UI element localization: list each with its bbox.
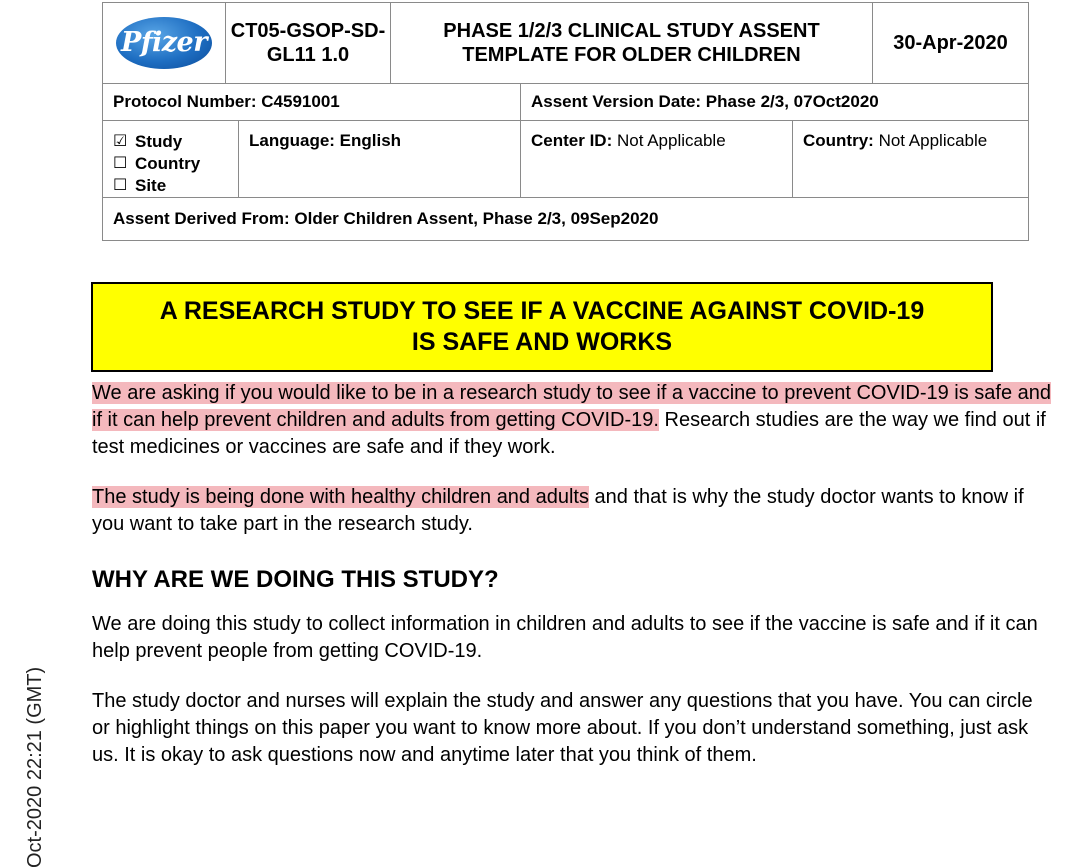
country-field: Country: Not Applicable: [793, 121, 1029, 198]
document-header-table: [102, 2, 1028, 241]
checked-box-icon: ☑: [113, 133, 128, 150]
highlighted-text: We are asking if you would like to be in a research study to see if a vaccine to prevent COVID-19 is safe and if it can help prevent children and adults from getting COVID-19.: [92, 382, 1052, 431]
document-code: CT05-GSOP-SD-GL11 1.0: [226, 3, 391, 84]
level-option-study: ☑ Study: [113, 132, 183, 151]
center-id-field: Center ID: Not Applicable: [521, 121, 793, 198]
pfizer-logo: Pfizer: [116, 17, 212, 69]
study-title-banner: [91, 282, 993, 372]
purpose-paragraph: We are doing this study to collect information in children and adults to see if the vaccine is safe and if it can help prevent people from getting COVID-19.: [92, 613, 1038, 662]
logo-cell: [103, 3, 226, 84]
document-body: [92, 380, 1052, 792]
language-field: Language: English: [239, 121, 521, 198]
highlighted-text: The study is being done with healthy children and adults: [92, 486, 589, 508]
protocol-number: Protocol Number: C4591001: [103, 84, 521, 121]
unchecked-box-icon: ☐: [113, 177, 128, 194]
questions-paragraph: The study doctor and nurses will explain the study and answer any questions that you have. You can circle or highlight things on this paper you want to know more about. If you don’t understand something, just ask us. It is okay to ask questions now and anytime later that you think of them.: [92, 690, 1033, 766]
assent-derived-from: Assent Derived From: Older Children Assent, Phase 2/3, 09Sep2020: [103, 198, 1029, 241]
section-heading: WHY ARE WE DOING THIS STUDY?: [92, 566, 499, 593]
timestamp-stamp: Oct-2020 22:21 (GMT): [24, 666, 46, 868]
unchecked-box-icon: ☐: [113, 155, 128, 172]
level-checkbox-list: [103, 121, 239, 198]
document-date: 30-Apr-2020: [873, 3, 1029, 84]
assent-version-date: Assent Version Date: Phase 2/3, 07Oct2020: [521, 84, 1029, 121]
intro-paragraph: We are asking if you would like to be in a research study to see if a vaccine to prevent COVID-19 is safe and if it can help prevent children and adults from getting COVID-19. Research studies are the way we find out if test medicines or vaccines are safe and if they work.: [92, 382, 1052, 458]
participants-paragraph: The study is being done with healthy children and adults and that is why the study doctor wants to know if you want to take part in the research study.: [92, 486, 1024, 535]
banner-line-2: IS SAFE AND WORKS: [411, 328, 673, 356]
level-option-country: ☐ Country: [113, 154, 201, 173]
banner-line-1: A RESEARCH STUDY TO SEE IF A VACCINE AGAINST COVID-19: [159, 297, 925, 325]
level-option-site: ☐ Site: [113, 176, 167, 195]
document-title: PHASE 1/2/3 CLINICAL STUDY ASSENT TEMPLATE FOR OLDER CHILDREN: [391, 3, 873, 84]
